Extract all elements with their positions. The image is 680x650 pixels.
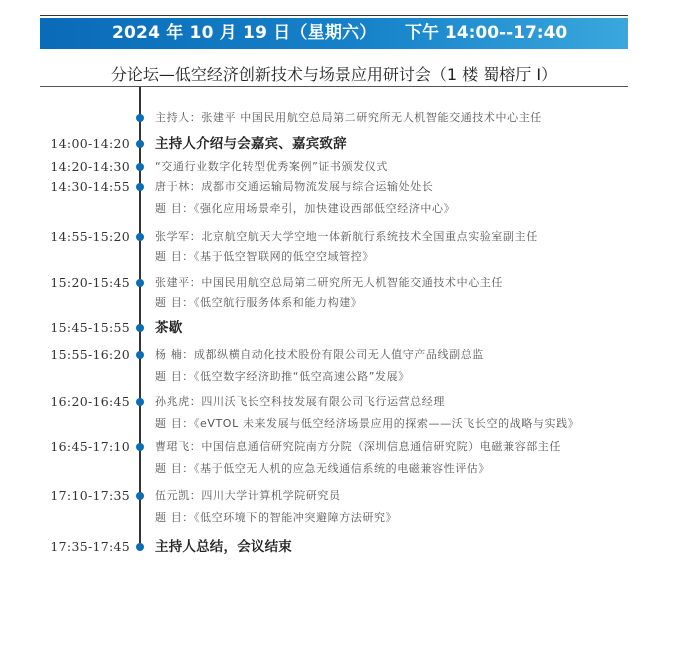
speaker-text: 曹珺飞：中国信息通信研究院南方分院（深圳信息通信研究院）电磁兼容部主任 (155, 440, 561, 453)
timeline-dot-icon (136, 114, 144, 122)
time-slot: 14:20-14:30 (50, 159, 130, 174)
schedule-item (0, 157, 680, 177)
speaker-text: 张学军：北京航空航天大学空地一体新航行系统技术全国重点实验室副主任 (155, 230, 538, 243)
item-text: 主持人介绍与会嘉宾、嘉宾致辞 (155, 136, 347, 152)
schedule-subtitle-row (0, 414, 680, 434)
talk-title: 题 目：《低空航行服务体系和能力构建》 (155, 296, 363, 309)
schedule-subtitle-row (0, 199, 680, 219)
schedule-subtitle-row (0, 459, 680, 479)
schedule-item (0, 177, 680, 197)
schedule-subtitle-row (0, 293, 680, 313)
schedule-item (0, 345, 680, 365)
talk-title: 题 目：《强化应用场景牵引，加快建设西部低空经济中心》 (155, 202, 456, 215)
schedule-item (0, 318, 680, 338)
time-slot: 15:20-15:45 (50, 275, 130, 290)
host-row (0, 108, 680, 128)
time-slot: 15:55-16:20 (50, 347, 130, 362)
timeline-dot-icon (136, 492, 144, 500)
timeline-dot-icon (136, 543, 144, 551)
time-slot: 14:30-14:55 (50, 179, 130, 194)
schedule-item (0, 227, 680, 247)
speaker-text: 张建平：中国民用航空总局第二研究所无人机智能交通技术中心主任 (155, 276, 503, 289)
schedule-item (0, 537, 680, 557)
speaker-text: 唐于林：成都市交通运输局物流发展与综合运输处处长 (155, 180, 434, 193)
schedule-subtitle-row (0, 367, 680, 387)
speaker-text: 孙兆虎：四川沃飞长空科技发展有限公司飞行运营总经理 (155, 395, 445, 408)
timeline-dot-icon (136, 163, 144, 171)
date-banner (40, 18, 628, 49)
schedule-item (0, 392, 680, 412)
time-slot: 16:20-16:45 (50, 394, 130, 409)
talk-title: 题 目：《eVTOL 未来发展与低空经济场景应用的探索——沃飞长空的战略与实践》 (155, 417, 580, 430)
time-slot: 14:55-15:20 (50, 229, 130, 244)
item-text: 主持人总结，会议结束 (155, 539, 292, 555)
timeline-dot-icon (136, 183, 144, 191)
timeline-dot-icon (136, 233, 144, 241)
host-text: 主持人：张建平 中国民用航空总局第二研究所无人机智能交通技术中心主任 (155, 111, 542, 124)
timeline-dot-icon (136, 443, 144, 451)
timeline-dot-icon (136, 351, 144, 359)
schedule-subtitle-row (0, 508, 680, 528)
item-text: “交通行业数字化转型优秀案例”证书颁发仪式 (155, 160, 388, 173)
top-rule (40, 15, 628, 16)
timeline-dot-icon (136, 398, 144, 406)
time-slot: 16:45-17:10 (50, 439, 130, 454)
talk-title: 题 目：《基于低空智联网的低空空域管控》 (155, 250, 374, 263)
forum-title: 分论坛—低空经济创新技术与场景应用研讨会（1 楼 蜀榕厅 I） (110, 65, 558, 84)
title-divider (40, 86, 628, 87)
schedule-item (0, 134, 680, 154)
time-slot: 17:10-17:35 (50, 488, 130, 503)
timeline-dot-icon (136, 140, 144, 148)
time-slot: 14:00-14:20 (50, 136, 130, 151)
time-slot: 17:35-17:45 (50, 539, 130, 554)
item-text: 茶歇 (155, 320, 183, 336)
talk-title: 题 目：《低空数字经济助推“低空高速公路”发展》 (155, 370, 410, 383)
schedule-item (0, 437, 680, 457)
event-date: 2024 年 10 月 19 日（星期六） (112, 23, 377, 43)
schedule-item (0, 486, 680, 506)
timeline-dot-icon (136, 324, 144, 332)
time-slot: 15:45-15:55 (50, 320, 130, 335)
speaker-text: 杨 楠：成都纵横自动化技术股份有限公司无人值守产品线副总监 (155, 348, 484, 361)
schedule-subtitle-row (0, 247, 680, 267)
talk-title: 题 目：《基于低空无人机的应急无线通信系统的电磁兼容性评估》 (155, 462, 490, 475)
schedule-item (0, 273, 680, 293)
event-time: 下午 14:00--17:40 (405, 23, 568, 43)
speaker-text: 伍元凯：四川大学计算机学院研究员 (155, 489, 341, 502)
timeline-dot-icon (136, 279, 144, 287)
talk-title: 题 目：《低空环境下的智能冲突避障方法研究》 (155, 511, 398, 524)
